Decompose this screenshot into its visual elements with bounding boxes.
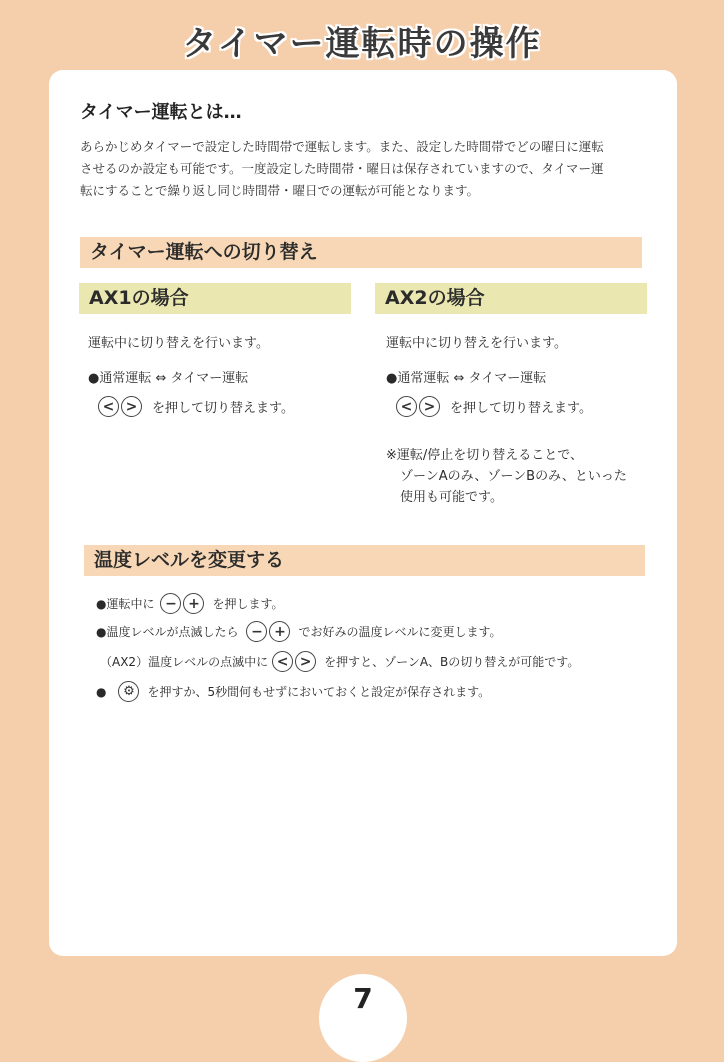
ax1-line3: を押して切り替えます。 [152, 401, 294, 416]
intro-text [80, 136, 650, 202]
temp-bullet-1-post: を押します。 [212, 597, 284, 611]
chevron-left-button: < [98, 396, 119, 417]
ax1-instruction [98, 396, 294, 417]
temp-bullet-4-post: を押すか、5秒間何もせずにおいておくと設定が保存されます。 [147, 685, 491, 699]
intro-line: させるのか設定も可能です。一度設定した時間帯・曜日は保存されていますので、タイマー運 [80, 161, 604, 176]
chevron-right-button: > [419, 396, 440, 417]
chevron-right-button: > [121, 396, 142, 417]
switch-section-heading: タイマー運転への切り替え [80, 237, 642, 268]
ax1-line1: 運転中に切り替えを行います。 [88, 336, 269, 351]
temp-bullet-2-pre: ●温度レベルが点滅したら [96, 625, 239, 639]
temp-bullet-2 [96, 621, 502, 642]
temp-bullet-4-pre: ● [96, 684, 107, 699]
chevron-right-button: > [295, 651, 316, 672]
temp-bullet-3-post: を押すと、ゾーンA、Bの切り替えが可能です。 [324, 655, 580, 669]
page-title: タイマー運転時の操作 [182, 24, 542, 64]
temp-bullet-2-post: でお好みの温度レベルに変更します。 [298, 625, 502, 639]
ax2-line1: 運転中に切り替えを行います。 [386, 336, 567, 351]
minus-button: − [160, 593, 181, 614]
intro-heading: タイマー運転とは… [80, 102, 242, 123]
gear-icon: ⚙ [118, 681, 139, 702]
temp-bullet-3 [100, 651, 579, 672]
intro-line: あらかじめタイマーで設定した時間帯で運転します。また、設定した時間帯でどの曜日に運転 [80, 139, 604, 154]
ax2-line3: を押して切り替えます。 [450, 401, 592, 416]
content-card [49, 70, 677, 956]
temp-bullet-1-pre: ●運転中に [96, 597, 155, 611]
ax2-note1: ※運転/停止を切り替えることで、 [386, 448, 584, 463]
temp-bullet-4 [96, 681, 490, 702]
minus-button: − [246, 621, 267, 642]
ax2-note2: ゾーンAのみ、ゾーンBのみ、といった [400, 469, 627, 484]
plus-button: + [183, 593, 204, 614]
page-number: 7 [353, 982, 373, 1015]
temp-bullet-1 [96, 593, 284, 614]
intro-line: 転にすることで繰り返し同じ時間帯・曜日での運転が可能となります。 [80, 183, 480, 198]
temp-section-heading: 温度レベルを変更する [84, 545, 645, 576]
ax2-instruction [396, 396, 592, 417]
chevron-left-button: < [272, 651, 293, 672]
ax2-line2: ●通常運転 ⇔ タイマー運転 [386, 371, 547, 386]
ax2-note3: 使用も可能です。 [400, 490, 503, 505]
chevron-left-button: < [396, 396, 417, 417]
ax1-line2: ●通常運転 ⇔ タイマー運転 [88, 371, 249, 386]
plus-button: + [269, 621, 290, 642]
temp-bullet-3-pre: （AX2）温度レベルの点滅中に [100, 655, 269, 669]
ax2-heading: AX2の場合 [375, 283, 647, 314]
ax1-heading: AX1の場合 [79, 283, 351, 314]
